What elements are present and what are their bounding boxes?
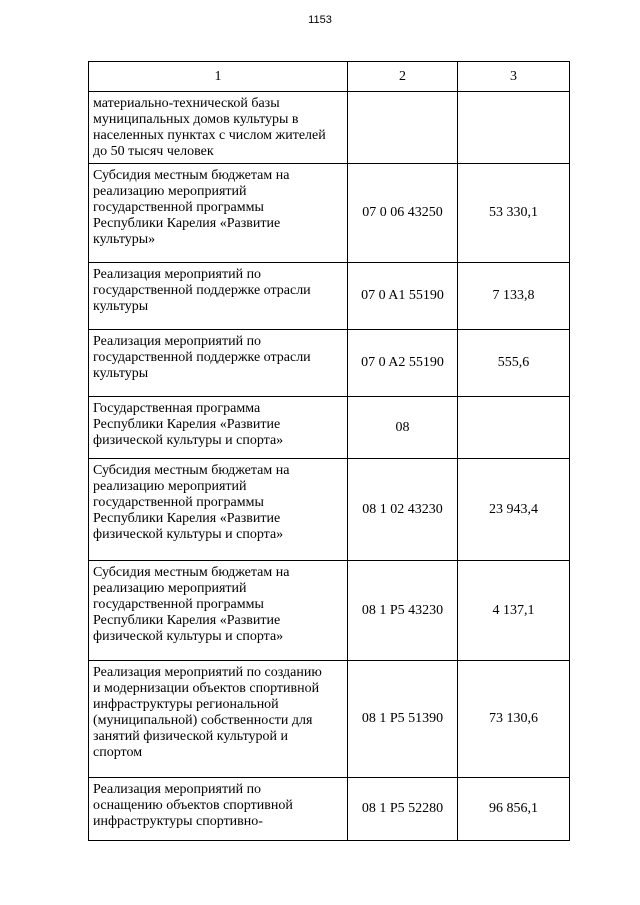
table-row (89, 164, 570, 263)
description-line: оснащению объектов спортивной (93, 798, 293, 813)
description-line: государственной поддержке отрасли (93, 350, 311, 365)
row-description (89, 164, 348, 263)
row-amount (458, 92, 570, 164)
row-description (89, 263, 348, 330)
budget-table (88, 61, 570, 841)
row-amount: 73 130,6 (458, 661, 570, 778)
description-line: Субсидия местным бюджетам на (93, 463, 290, 478)
description-line: Реализация мероприятий по (93, 782, 262, 797)
row-description (89, 397, 348, 459)
description-line: (муниципальной) собственности для (93, 713, 313, 728)
description-line: Республики Карелия «Развитие (93, 511, 281, 526)
row-amount: 4 137,1 (458, 561, 570, 661)
row-amount: 7 133,8 (458, 263, 570, 330)
description-line: государственной программы (93, 200, 264, 215)
table-row (89, 459, 570, 561)
description-line: Реализация мероприятий по (93, 334, 262, 349)
row-amount: 53 330,1 (458, 164, 570, 263)
table-row (89, 92, 570, 164)
description-line: физической культуры и спорта» (93, 527, 284, 542)
description-line: инфраструктуры спортивно- (93, 814, 263, 829)
description-line: физической культуры и спорта» (93, 433, 284, 448)
row-code: 08 1 P5 51390 (348, 661, 458, 778)
description-line: Субсидия местным бюджетам на (93, 168, 290, 183)
description-line: спортом (93, 745, 143, 760)
row-description (89, 459, 348, 561)
row-code: 08 1 P5 52280 (348, 778, 458, 841)
column-header-2: 2 (348, 62, 458, 92)
table-header-row (89, 62, 570, 92)
column-header-1: 1 (89, 62, 348, 92)
row-code: 08 (348, 397, 458, 459)
row-code: 07 0 06 43250 (348, 164, 458, 263)
row-code: 08 1 P5 43230 (348, 561, 458, 661)
description-line: Государственная программа (93, 401, 261, 416)
description-line: муниципальных домов культуры в (93, 112, 299, 127)
description-line: до 50 тысяч человек (93, 144, 214, 159)
description-line: и модернизации объектов спортивной (93, 681, 320, 696)
description-line: населенных пунктах с числом жителей (93, 128, 326, 143)
row-code (348, 92, 458, 164)
row-code: 07 0 A1 55190 (348, 263, 458, 330)
row-description (89, 778, 348, 841)
description-line: государственной программы (93, 495, 264, 510)
description-line: физической культуры и спорта» (93, 629, 284, 644)
description-line: Республики Карелия «Развитие (93, 216, 281, 231)
row-amount (458, 397, 570, 459)
column-header-3: 3 (458, 62, 570, 92)
description-line: культуры (93, 366, 149, 381)
row-description (89, 561, 348, 661)
row-description (89, 92, 348, 164)
page-number: 1153 (308, 14, 332, 26)
table-row (89, 330, 570, 397)
description-line: реализацию мероприятий (93, 184, 247, 199)
table-row (89, 263, 570, 330)
row-description (89, 661, 348, 778)
description-line: материально-технической базы (93, 96, 280, 111)
description-line: Реализация мероприятий по (93, 267, 262, 282)
description-line: инфраструктуры региональной (93, 697, 279, 712)
description-line: Субсидия местным бюджетам на (93, 565, 290, 580)
description-line: реализацию мероприятий (93, 479, 247, 494)
table-row (89, 397, 570, 459)
description-line: Республики Карелия «Развитие (93, 417, 281, 432)
table-row (89, 561, 570, 661)
description-line: государственной поддержке отрасли (93, 283, 311, 298)
description-line: реализацию мероприятий (93, 581, 247, 596)
table-row (89, 661, 570, 778)
table-row (89, 778, 570, 841)
row-amount: 555,6 (458, 330, 570, 397)
description-line: Реализация мероприятий по созданию (93, 665, 322, 680)
row-amount: 96 856,1 (458, 778, 570, 841)
description-line: культуры» (93, 232, 156, 247)
row-code: 07 0 A2 55190 (348, 330, 458, 397)
description-line: Республики Карелия «Развитие (93, 613, 281, 628)
description-line: государственной программы (93, 597, 264, 612)
row-code: 08 1 02 43230 (348, 459, 458, 561)
row-description (89, 330, 348, 397)
description-line: занятий физической культурой и (93, 729, 289, 744)
description-line: культуры (93, 299, 149, 314)
row-amount: 23 943,4 (458, 459, 570, 561)
